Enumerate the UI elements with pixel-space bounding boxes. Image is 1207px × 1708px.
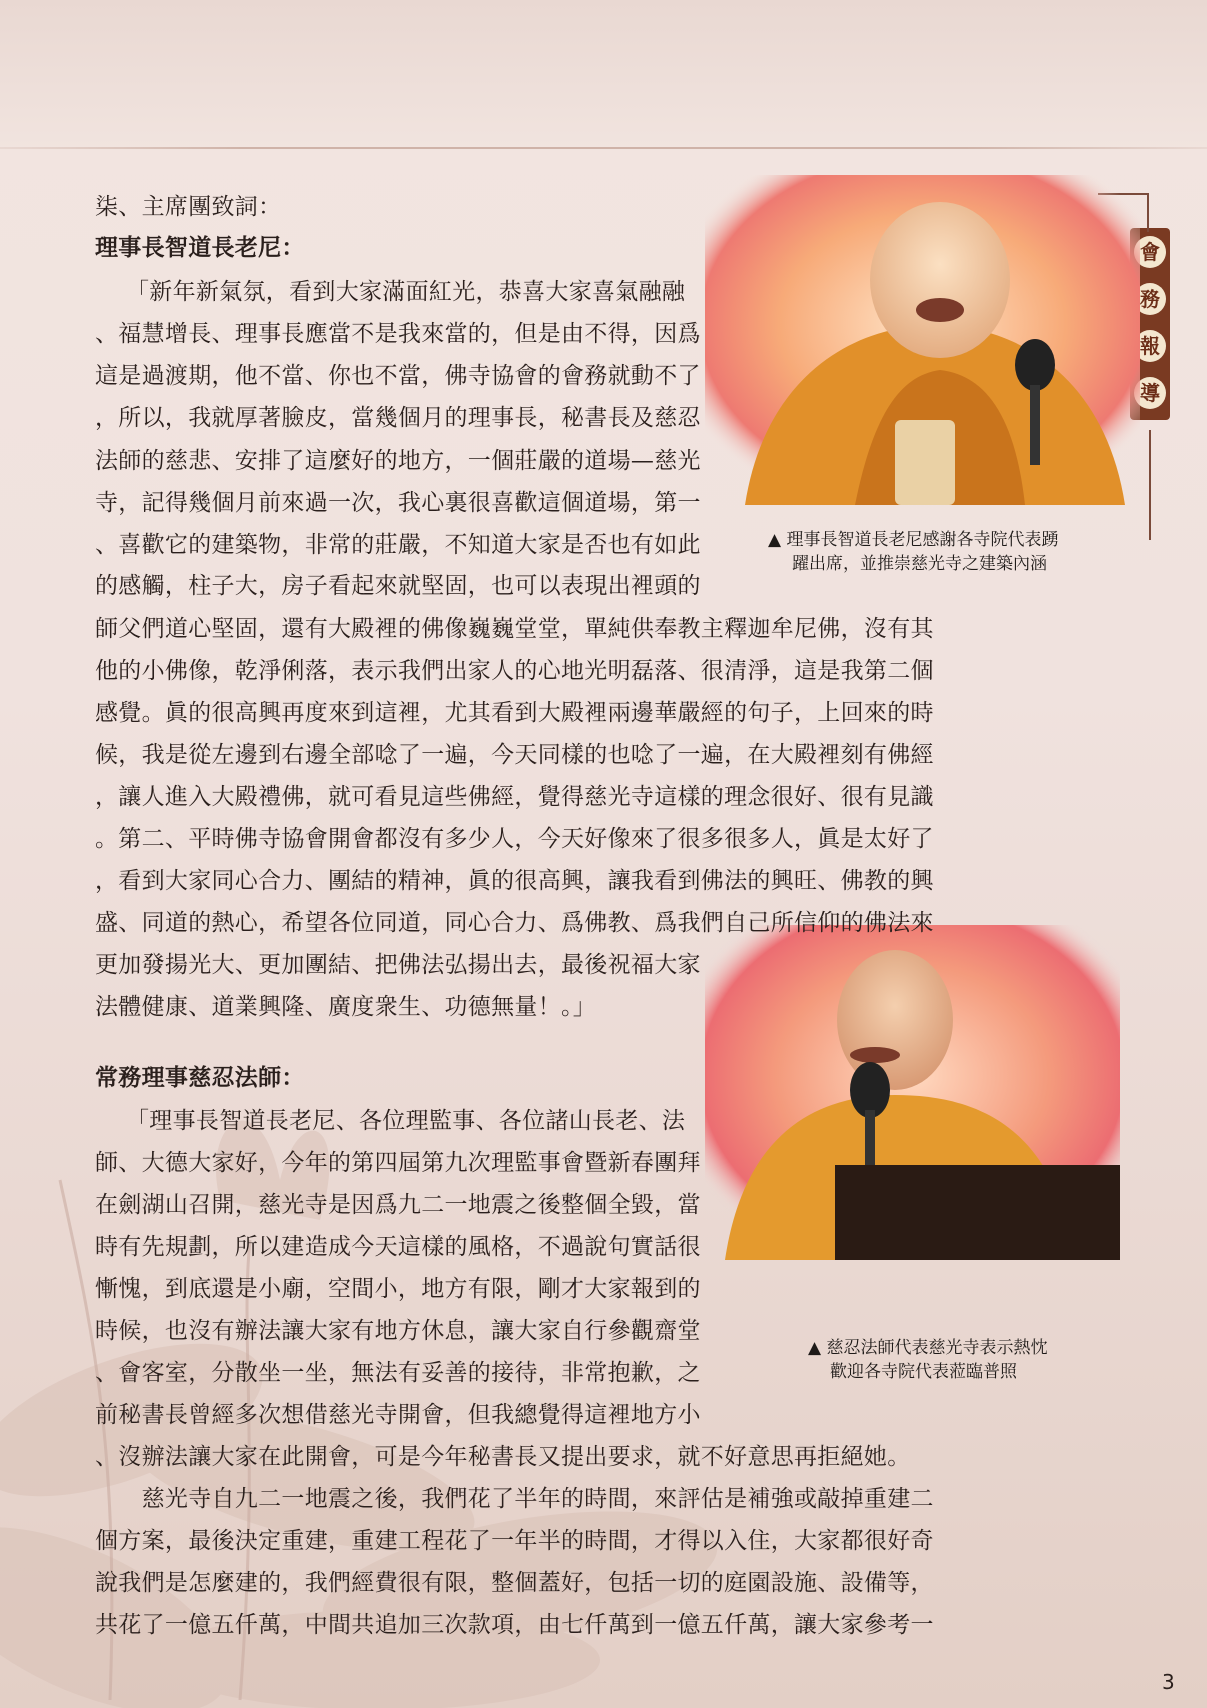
speech1-line: 。第二、平時佛寺協會開會都沒有多少人，今天好像來了很多很多人，眞是太好了	[95, 826, 934, 852]
speech2-line: 共花了一億五仟萬，中間共追加三次款項，由七仟萬到一億五仟萬，讓大家參考一	[95, 1612, 934, 1638]
speech1-line: 這是過渡期，他不當、你也不當，佛寺協會的會務就動不了	[95, 363, 701, 389]
header-band	[0, 0, 1207, 150]
speech1-line: 更加發揚光大、更加團結、把佛法弘揚出去，最後祝福大家	[95, 952, 701, 978]
tab-char-1: 會	[1134, 236, 1166, 268]
photo2-caption-line1: ▲ 慈忍法師代表慈光寺表示熱忱	[808, 1338, 1048, 1358]
tab-char-4: 導	[1134, 377, 1166, 409]
speech2-line: 慚愧，到底還是小廟，空間小，地方有限，剛才大家報到的	[95, 1276, 701, 1302]
header-rule	[0, 147, 1207, 149]
speech1-line: 法體健康、道業興隆、廣度衆生、功德無量！。」	[95, 994, 597, 1020]
speech1-line: 、福慧增長、理事長應當不是我來當的，但是由不得，因爲	[95, 321, 701, 347]
tab-char-2: 務	[1134, 283, 1166, 315]
speech1-line: ，所以，我就厚著臉皮，當幾個月的理事長，秘書長及慈忍	[95, 405, 701, 431]
photo-chairwoman	[705, 175, 1140, 505]
speech2-line: 「理事長智道長老尼、各位理監事、各位諸山長老、法	[126, 1108, 686, 1134]
section-heading: 柒、主席團致詞：	[95, 194, 282, 220]
photo-vice-director	[705, 925, 1120, 1260]
speech2-line: 時有先規劃，所以建造成今天這樣的風格，不過說句實話很	[95, 1234, 701, 1260]
speech1-line: 盛、同道的熱心，希望各位同道，同心合力、爲佛教、爲我們自己所信仰的佛法來	[95, 910, 934, 936]
speech1-line: 法師的慈悲、安排了這麼好的地方，一個莊嚴的道場—慈光	[95, 448, 701, 474]
speech2-line: 、沒辦法讓大家在此開會，可是今年秘書長又提出要求，就不好意思再拒絕她。	[95, 1444, 911, 1470]
speaker1-name: 理事長智道長老尼：	[95, 234, 305, 261]
speech1-line: 他的小佛像，乾淨俐落，表示我們出家人的心地光明磊落、很清淨，這是我第二個	[95, 658, 934, 684]
speech1-line: 候，我是從左邊到右邊全部唸了一遍，今天同樣的也唸了一遍，在大殿裡刻有佛經	[95, 742, 934, 768]
speech2-line: 前秘書長曾經多次想借慈光寺開會，但我總覺得這裡地方小	[95, 1402, 701, 1428]
speech1-line: 「新年新氣氛，看到大家滿面紅光，恭喜大家喜氣融融	[126, 279, 686, 305]
speech1-line: 的感觸，柱子大，房子看起來就堅固，也可以表現出裡頭的	[95, 573, 701, 599]
speech1-line: 師父們道心堅固，還有大殿裡的佛像巍巍堂堂，單純供奉教主釋迦牟尼佛，沒有其	[95, 616, 934, 642]
speech2-line: 說我們是怎麼建的，我們經費很有限，整個蓋好，包括一切的庭園設施、設備等，	[95, 1570, 934, 1596]
speech2-line: 師、大德大家好，今年的第四屆第九次理監事會暨新春團拜	[95, 1150, 701, 1176]
speech1-line: 感覺。眞的很高興再度來到這裡，尤其看到大殿裡兩邊華嚴經的句子，上回來的時	[95, 700, 934, 726]
speech1-line: 寺，記得幾個月前來過一次，我心裏很喜歡這個道場，第一	[95, 490, 701, 516]
tab-tail	[1140, 430, 1160, 540]
speech2-line: 、會客室，分散坐一坐，無法有妥善的接待，非常抱歉，之	[95, 1360, 701, 1386]
photo1-caption-line2: 躍出席，並推崇慈光寺之建築內涵	[792, 554, 1047, 574]
speech2-line: 時候，也沒有辦法讓大家有地方休息，讓大家自行參觀齋堂	[95, 1318, 701, 1344]
photo2-caption	[808, 1336, 1047, 1384]
speech1-line: ，看到大家同心合力、團結的精神，眞的很高興，讓我看到佛法的興旺、佛教的興	[95, 868, 934, 894]
speech2-line: 慈光寺自九二一地震之後，我們花了半年的時間，來評估是補強或敲掉重建二	[95, 1486, 934, 1512]
tab-char-3: 報	[1134, 330, 1166, 362]
photo2-caption-line2: 歡迎各寺院代表蒞臨普照	[830, 1362, 1017, 1382]
speech1-line: ，讓人進入大殿禮佛，就可看見這些佛經，覺得慈光寺這樣的理念很好、很有見識	[95, 784, 934, 810]
photo1-caption-line1: ▲ 理事長智道長老尼感謝各寺院代表踴	[768, 530, 1059, 550]
page-number: 3	[1162, 1670, 1175, 1694]
speaker2-name: 常務理事慈忍法師：	[95, 1064, 305, 1091]
speech2-line: 在劍湖山召開，慈光寺是因爲九二一地震之後整個全毀，當	[95, 1192, 701, 1218]
speech1-line: 、喜歡它的建築物，非常的莊嚴，不知道大家是否也有如此	[95, 532, 701, 558]
speech2-line: 個方案，最後決定重建，重建工程花了一年半的時間，才得以入住，大家都很好奇	[95, 1528, 934, 1554]
photo1-caption	[768, 528, 1058, 576]
